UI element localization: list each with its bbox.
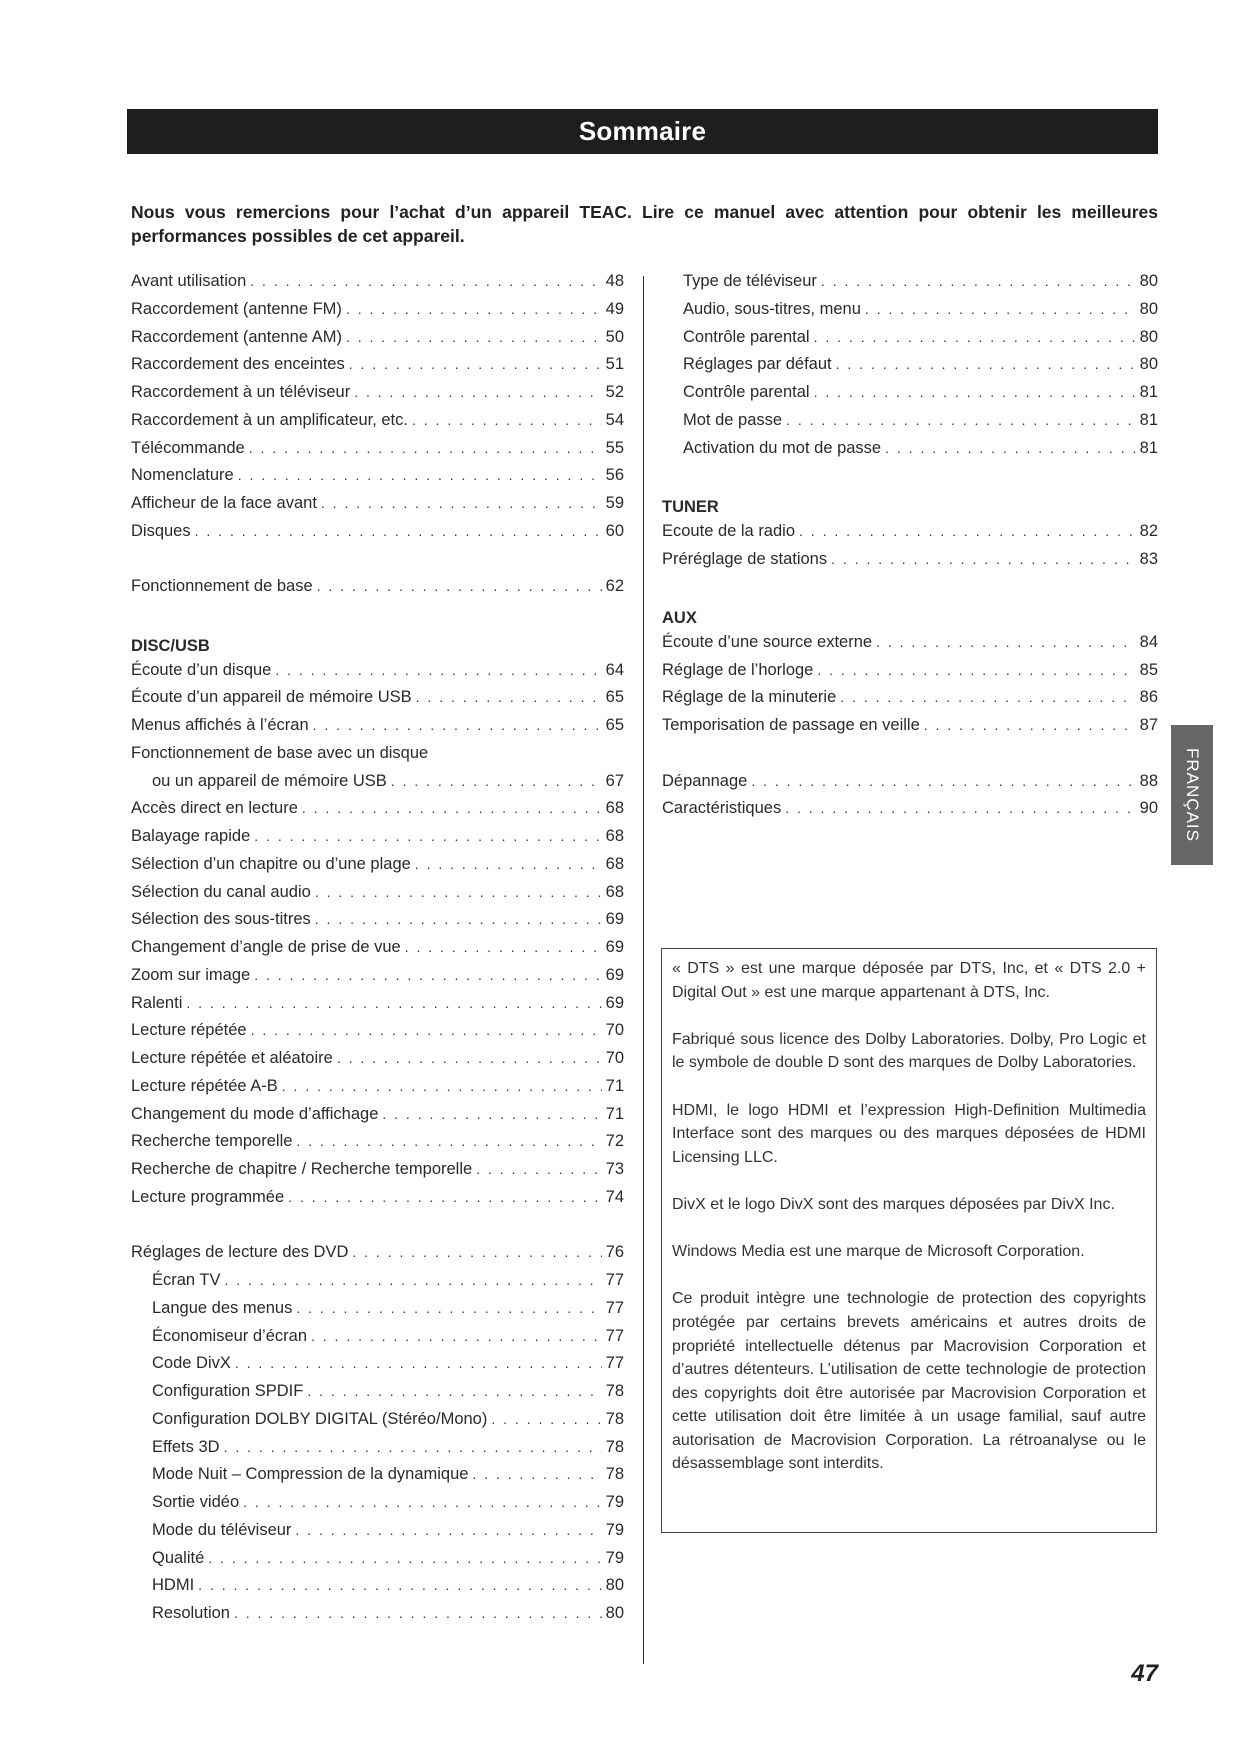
toc-entry-label: Afficheur de la face avant (131, 494, 317, 512)
toc-entry[interactable] (131, 1271, 624, 1299)
leader-dots (885, 440, 1136, 456)
leader-dots (315, 884, 602, 900)
toc-entry[interactable] (131, 1299, 624, 1327)
toc-entry[interactable] (131, 300, 624, 328)
toc-group-dvd-sub-cont (662, 272, 1158, 466)
toc-entry[interactable] (662, 772, 1158, 800)
toc-entry-label: Lecture programmée (131, 1187, 285, 1206)
toc-entry-page: 81 (1139, 438, 1158, 457)
trademark-notice-box (661, 948, 1157, 1533)
toc-entry[interactable] (131, 411, 624, 439)
toc-entry-page: 69 (605, 993, 624, 1012)
toc-entry-label: Lecture répétée (131, 1021, 247, 1040)
toc-entry[interactable] (131, 827, 624, 855)
page-title-bar (127, 109, 1158, 154)
toc-entry[interactable] (662, 328, 1158, 356)
toc-entry[interactable] (131, 1132, 624, 1160)
leader-dots (412, 412, 602, 428)
toc-entry-label: Écoute d’un appareil de mémoire USB (131, 688, 412, 707)
toc-entry-page: 79 (605, 1548, 624, 1567)
copyright-protection-notice: Ce produit intègre une technologie de protection des copyrights protégée par certains brevets américains et autres droits de propriété intellectuelle détenus par Macrovision Corporation et d’autres détenteurs. L’utilisation de cette technologie de protection des copyrights doit être autorisée par Macrovision Corporation et cette utilisation doit être limitée à un usage familial, sauf autre autorisation de Macrovision Corporation. La rétroanalyse ou le désassemblage sont interdits. (672, 1290, 1146, 1473)
toc-entry-label: Sortie vidéo (152, 1493, 240, 1511)
toc-entry[interactable] (131, 799, 624, 827)
toc-entry-page: 83 (1139, 549, 1158, 568)
toc-entry[interactable] (131, 883, 624, 911)
toc-entry-page: 90 (1139, 799, 1158, 818)
toc-entry-label: Sélection des sous-titres (131, 910, 311, 929)
toc-group-dvd-sub (131, 1271, 624, 1632)
toc-group-general (131, 272, 624, 550)
leader-dots (315, 911, 602, 927)
toc-entry-page: 77 (605, 1354, 624, 1373)
toc-entry-page: 50 (605, 327, 624, 346)
leader-dots (346, 301, 602, 317)
leader-dots (243, 1494, 602, 1510)
leader-dots (250, 273, 601, 289)
toc-entry[interactable] (662, 633, 1158, 661)
toc-entry-label: Contrôle parental (683, 383, 810, 401)
leader-dots (814, 384, 1136, 400)
toc-entry-label: Accès direct en lecture (131, 799, 298, 818)
leader-dots (295, 1522, 601, 1538)
toc-entry[interactable] (131, 661, 624, 689)
toc-entry-page: 56 (605, 466, 624, 485)
toc-entry-page: 68 (605, 799, 624, 818)
trademark-divx: DivX et le logo DivX sont des marques déposées par DivX Inc. (672, 1195, 1115, 1213)
toc-entry[interactable] (131, 577, 624, 605)
leader-dots (195, 523, 602, 539)
toc-entry-page: 88 (1139, 771, 1158, 790)
toc-entry[interactable] (131, 355, 624, 383)
toc-entry-label: Nomenclature (131, 466, 234, 485)
toc-entry[interactable] (131, 855, 624, 883)
language-tab-label: FRANÇAIS (1183, 748, 1202, 842)
toc-entry[interactable] (131, 1549, 624, 1577)
page-number: 47 (1131, 1660, 1158, 1687)
toc-entry[interactable] (131, 1604, 624, 1632)
toc-entry[interactable] (662, 355, 1158, 383)
toc-entry-label: Audio, sous-titres, menu (683, 299, 861, 318)
toc-entry[interactable] (131, 966, 624, 994)
toc-entry-label: Sélection du canal audio (131, 882, 311, 901)
toc-entry-label: Économiseur d’écran (152, 1326, 307, 1345)
toc-entry[interactable] (662, 411, 1158, 439)
toc-entry-label: Lecture répétée A-B (131, 1076, 278, 1095)
toc-entry-label: Sélection d’un chapitre ou d’une plage (131, 854, 411, 873)
toc-entry-page: 62 (605, 577, 624, 596)
toc-entry-page: 78 (605, 1382, 624, 1400)
toc-entry-label: Réglage de l’horloge (662, 660, 814, 679)
toc-entry[interactable] (131, 1465, 624, 1493)
toc-entry-page: 80 (1139, 299, 1158, 318)
toc-entry-page: 79 (605, 1493, 624, 1511)
leader-dots (354, 384, 601, 400)
leader-dots (288, 1189, 601, 1205)
toc-entry-page: 74 (605, 1187, 624, 1206)
toc-entry[interactable] (131, 272, 624, 300)
toc-entry-label: Langue des menus (152, 1298, 293, 1317)
section-heading-disc-usb: DISC/USB (131, 637, 210, 656)
toc-entry-label: Configuration DOLBY DIGITAL (Stéréo/Mono) (152, 1409, 488, 1428)
toc-entry-label: Recherche temporelle (131, 1132, 293, 1151)
leader-dots (302, 800, 602, 816)
toc-entry-page: 79 (605, 1520, 624, 1539)
leader-dots (296, 1300, 601, 1316)
toc-entry-page: 52 (605, 383, 624, 401)
toc-entry-page: 78 (605, 1409, 624, 1428)
toc-entry[interactable] (131, 1243, 624, 1271)
toc-entry-label: Raccordement des enceintes (131, 355, 345, 374)
toc-entry[interactable] (131, 772, 624, 800)
toc-entry-label: Écran TV (152, 1271, 221, 1289)
toc-entry-label: Raccordement à un téléviseur (131, 383, 351, 401)
toc-entry[interactable] (131, 494, 624, 522)
toc-entry[interactable] (662, 522, 1158, 550)
toc-entry-page: 71 (605, 1076, 624, 1095)
toc-entry-label: Ralenti (131, 993, 183, 1012)
leader-dots (337, 1050, 602, 1066)
toc-entry[interactable] (131, 1077, 624, 1105)
toc-entry-page: 68 (605, 827, 624, 845)
leader-dots (311, 1328, 602, 1344)
leader-dots (865, 301, 1136, 317)
toc-entry-label: Télécommande (131, 438, 245, 457)
section-heading-tuner: TUNER (662, 498, 719, 517)
toc-entry[interactable] (131, 1049, 624, 1077)
leader-dots (224, 1439, 602, 1455)
toc-entry-label: Raccordement (antenne AM) (131, 327, 342, 346)
trademark-dolby: Fabriqué sous licence des Dolby Laboratories. Dolby, Pro Logic et le symbole de double D sont des marques de Dolby Laboratories. (672, 1030, 1146, 1072)
leader-dots (313, 717, 602, 733)
toc-entry-label: ou un appareil de mémoire USB (152, 771, 387, 790)
toc-entry-label: Disques (131, 521, 191, 540)
toc-entry-page: 73 (605, 1160, 624, 1178)
trademark-windows-media: Windows Media est une marque de Microsoft Corporation. (672, 1243, 1085, 1261)
toc-entry[interactable] (131, 1576, 624, 1604)
toc-entry-page: 80 (605, 1576, 624, 1595)
toc-entry-page: 70 (605, 1049, 624, 1067)
toc-entry-page: 72 (605, 1132, 624, 1151)
toc-entry[interactable] (131, 1327, 624, 1355)
toc-entry[interactable] (662, 300, 1158, 328)
toc-entry[interactable] (131, 938, 624, 966)
toc-entry-label: Écoute d’un disque (131, 660, 272, 679)
toc-entry[interactable] (131, 716, 624, 744)
toc-entry-page: 77 (605, 1298, 624, 1317)
toc-group-disc-usb-a (131, 661, 624, 744)
toc-entry[interactable] (662, 272, 1158, 300)
leader-dots (416, 689, 602, 705)
toc-entry-label: Préréglage de stations (662, 549, 828, 568)
toc-entry[interactable] (662, 799, 1158, 827)
leader-dots (391, 773, 602, 789)
toc-group-aux (662, 633, 1158, 744)
toc-entry[interactable] (131, 1382, 624, 1410)
leader-dots (254, 967, 601, 983)
toc-entry-label: Resolution (152, 1604, 230, 1622)
toc-entry-page: 60 (605, 521, 624, 540)
toc-entry-label: Fonctionnement de base (131, 577, 313, 596)
leader-dots (198, 1577, 601, 1593)
leader-dots (876, 634, 1136, 650)
toc-entry[interactable] (131, 383, 624, 411)
toc-entry[interactable] (662, 383, 1158, 411)
toc-entry-page: 68 (605, 854, 624, 873)
toc-entry-label: Ecoute de la radio (662, 521, 796, 540)
toc-entry[interactable] (131, 744, 624, 772)
toc-entry-page: 80 (1139, 355, 1158, 374)
toc-entry-label: Avant utilisation (131, 272, 247, 290)
leader-dots (831, 551, 1136, 567)
toc-entry-label: Caractéristiques (662, 799, 782, 818)
toc-entry-page: 69 (605, 938, 624, 956)
toc-entry-page: 51 (605, 355, 624, 374)
toc-entry[interactable] (662, 439, 1158, 467)
trademark-hdmi: HDMI, le logo HDMI et l’expression High-Definition Multimedia Interface sont des marques ou des marques déposées de HDMI Licensing LLC. (672, 1101, 1146, 1166)
leader-dots (317, 578, 602, 594)
leader-dots (249, 440, 602, 456)
toc-entry[interactable] (131, 1410, 624, 1438)
toc-entry-label: Zoom sur image (131, 965, 251, 984)
toc-entry-label: Configuration SPDIF (152, 1382, 304, 1400)
toc-entry-label: Type de téléviseur (683, 272, 817, 290)
toc-entry[interactable] (131, 466, 624, 494)
toc-entry-page: 80 (605, 1604, 624, 1622)
toc-entry-page: 77 (605, 1326, 624, 1345)
toc-entry-label: Qualité (152, 1548, 205, 1567)
toc-entry-page: 87 (1139, 716, 1158, 734)
toc-entry-label: Raccordement à un amplificateur, etc. (131, 410, 408, 429)
toc-entry-label: Dépannage (662, 771, 748, 790)
leader-dots (282, 1078, 602, 1094)
leader-dots (352, 1244, 601, 1260)
leader-dots (224, 1272, 601, 1288)
toc-entry-label: Temporisation de passage en veille (662, 716, 920, 734)
toc-entry-page: 81 (1139, 410, 1158, 429)
toc-group-end (662, 772, 1158, 828)
toc-entry[interactable] (131, 328, 624, 356)
leader-dots (924, 717, 1136, 733)
toc-entry-page: 78 (605, 1465, 624, 1484)
toc-entry-label: Réglages par défaut (683, 355, 832, 374)
toc-entry[interactable] (131, 522, 624, 550)
leader-dots (476, 1161, 601, 1177)
leader-dots (307, 1383, 601, 1399)
leader-dots (405, 939, 602, 955)
leader-dots (836, 356, 1136, 372)
leader-dots (346, 329, 602, 345)
toc-entry-label: Raccordement (antenne FM) (131, 299, 342, 318)
toc-entry[interactable] (131, 1354, 624, 1382)
toc-entry-page: 84 (1139, 632, 1158, 651)
toc-entry-page: 86 (1139, 688, 1158, 707)
leader-dots (751, 773, 1135, 789)
toc-entry-page: 48 (605, 272, 624, 290)
toc-entry-label: Changement du mode d’affichage (131, 1104, 379, 1123)
toc-entry-page: 64 (605, 660, 624, 679)
toc-entry-page: 69 (605, 910, 624, 929)
toc-entry-page: 54 (605, 410, 624, 429)
intro-text: Nous vous remercions pour l’achat d’un appareil TEAC. Lire ce manuel avec attention pour obtenir les meilleures performances possibles de cet appareil. (131, 202, 1158, 246)
toc-entry[interactable] (131, 1160, 624, 1188)
leader-dots (235, 1355, 602, 1371)
toc-entry-page: 68 (605, 882, 624, 901)
toc-entry-page: 69 (605, 965, 624, 984)
toc-entry-label: Changement d’angle de prise de vue (131, 938, 401, 956)
toc-group-basic (131, 577, 624, 605)
toc-entry-label: Balayage rapide (131, 827, 251, 845)
toc-entry-page: 77 (605, 1271, 624, 1289)
toc-entry-label: Activation du mot de passe (683, 438, 882, 457)
toc-entry-page: 81 (1139, 383, 1158, 401)
toc-group-tuner (662, 522, 1158, 578)
leader-dots (785, 800, 1135, 816)
toc-entry[interactable] (131, 994, 624, 1022)
toc-entry-label: Menus affichés à l’écran (131, 716, 309, 734)
toc-entry[interactable] (131, 1105, 624, 1133)
leader-dots (254, 828, 601, 844)
toc-entry-page: 65 (605, 688, 624, 707)
section-heading-aux: AUX (662, 609, 697, 628)
toc-entry-page: 80 (1139, 327, 1158, 346)
column-divider (643, 276, 644, 1664)
leader-dots (349, 356, 602, 372)
toc-right-column (662, 272, 1158, 827)
page-title: Sommaire (578, 116, 707, 146)
toc-entry[interactable] (662, 661, 1158, 689)
toc-entry[interactable] (131, 1188, 624, 1216)
toc-entry-label: Mode du téléviseur (152, 1520, 292, 1539)
toc-entry[interactable] (131, 1493, 624, 1521)
toc-entry-label: Recherche de chapitre / Recherche temporelle (131, 1160, 473, 1178)
leader-dots (491, 1411, 601, 1427)
leader-dots (382, 1106, 601, 1122)
leader-dots (208, 1550, 601, 1566)
toc-entry-page: 76 (605, 1243, 624, 1262)
toc-entry-page: 78 (605, 1437, 624, 1456)
toc-entry-label: Effets 3D (152, 1437, 220, 1456)
leader-dots (821, 273, 1136, 289)
toc-entry[interactable] (131, 688, 624, 716)
leader-dots (817, 662, 1135, 678)
toc-entry-label: Écoute d’une source externe (662, 632, 873, 651)
toc-entry-label: Fonctionnement de base avec un disque (131, 743, 429, 762)
toc-entry[interactable] (131, 439, 624, 467)
toc-entry[interactable] (662, 550, 1158, 578)
toc-entry-page: 59 (605, 494, 624, 512)
toc-entry[interactable] (131, 1438, 624, 1466)
leader-dots (472, 1466, 601, 1482)
language-tab (1171, 725, 1213, 865)
toc-entry-label: Réglage de la minuterie (662, 688, 837, 707)
leader-dots (234, 1605, 602, 1621)
toc-entry-label: Mode Nuit – Compression de la dynamique (152, 1465, 469, 1484)
toc-entry[interactable] (662, 688, 1158, 716)
trademark-dts: « DTS » est une marque déposée par DTS, Inc, et « DTS 2.0 + Digital Out » est une marque appartenant à DTS, Inc. (672, 960, 1146, 1001)
leader-dots (840, 689, 1135, 705)
toc-entry[interactable] (131, 910, 624, 938)
leader-dots (786, 412, 1136, 428)
leader-dots (296, 1133, 601, 1149)
toc-entry-label: Mot de passe (683, 410, 783, 429)
leader-dots (238, 467, 602, 483)
leader-dots (415, 856, 602, 872)
leader-dots (799, 523, 1136, 539)
toc-entry-label: Contrôle parental (683, 327, 810, 346)
leader-dots (251, 1022, 602, 1038)
toc-entry-page: 67 (605, 771, 624, 790)
toc-entry-page: 49 (605, 299, 624, 318)
toc-entry-page: 85 (1139, 660, 1158, 679)
toc-entry-label: Réglages de lecture des DVD (131, 1243, 349, 1262)
toc-entry-page: 70 (605, 1021, 624, 1040)
leader-dots (814, 329, 1136, 345)
toc-group-disc-usb-b (131, 799, 624, 1215)
toc-left-column (131, 272, 624, 1632)
toc-entry-label: Lecture répétée et aléatoire (131, 1049, 333, 1067)
leader-dots (275, 662, 601, 678)
toc-entry-page: 71 (605, 1104, 624, 1123)
leader-dots (186, 995, 601, 1011)
toc-entry[interactable] (131, 1021, 624, 1049)
toc-entry-page: 55 (605, 438, 624, 457)
leader-dots (321, 495, 602, 511)
toc-entry-page: 80 (1139, 272, 1158, 290)
toc-entry-page: 65 (605, 716, 624, 734)
toc-entry-label: Code DivX (152, 1354, 231, 1373)
toc-entry-page: 82 (1139, 521, 1158, 540)
toc-entry[interactable] (131, 1521, 624, 1549)
toc-entry-label: HDMI (152, 1576, 195, 1595)
toc-entry[interactable] (662, 716, 1158, 744)
